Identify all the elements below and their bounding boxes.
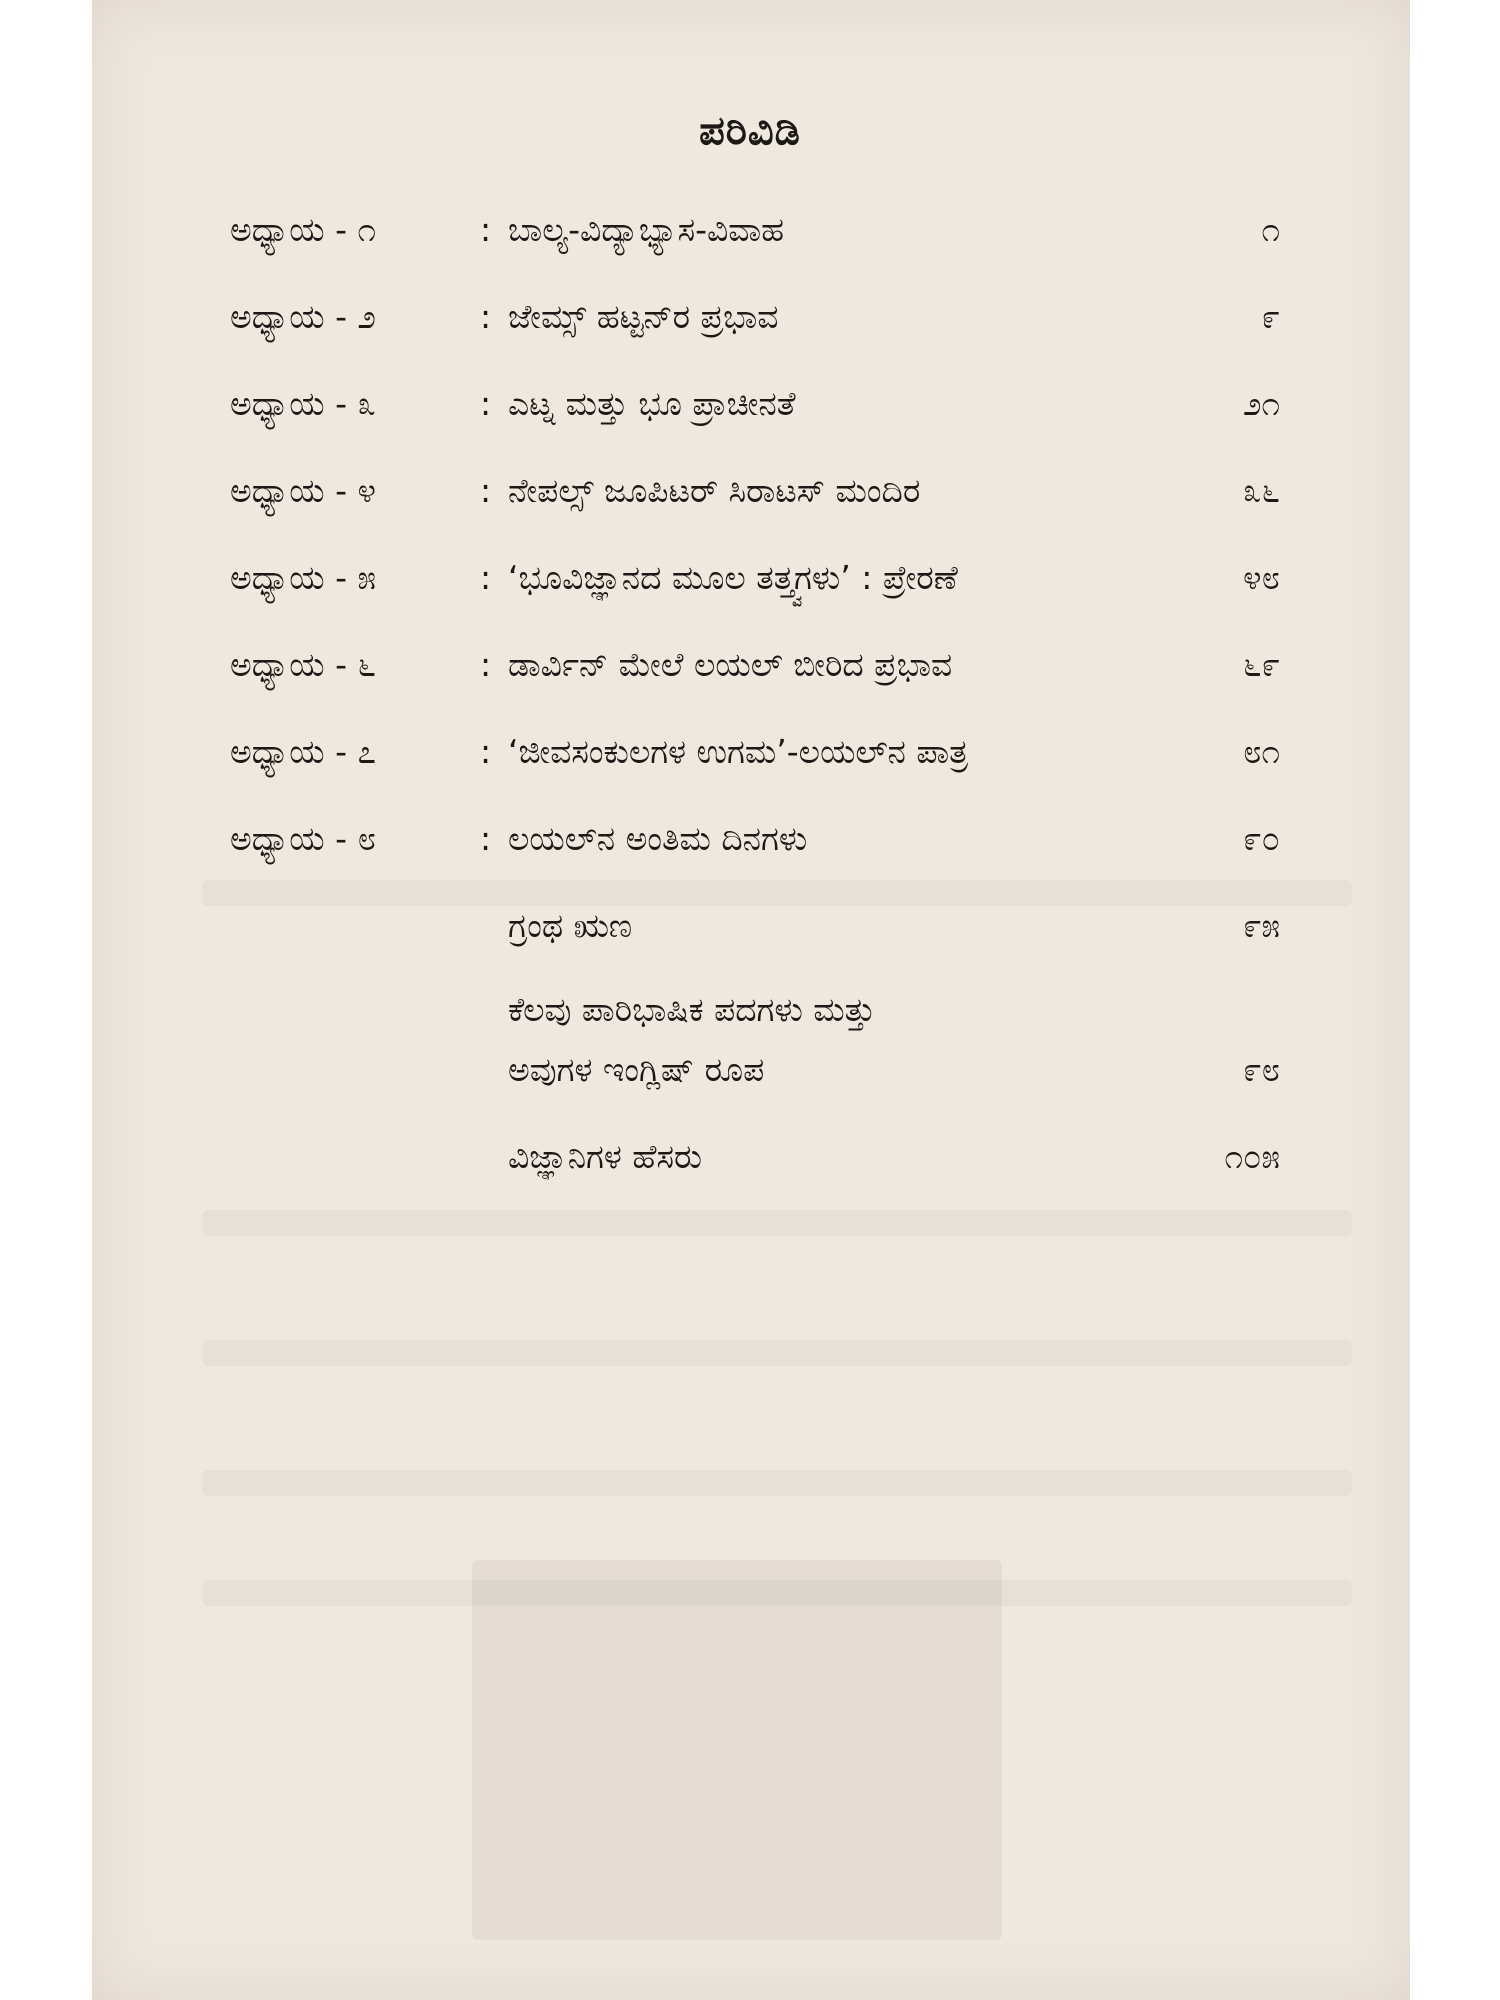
chapter-label: ಅಧ್ಯಾಯ - ೪ (230, 471, 376, 510)
chapter-title: ‘ಭೂವಿಜ್ಞಾನದ ಮೂಲ ತತ್ತ್ವಗಳು’ : ಪ್ರೇರಣೆ (508, 558, 958, 597)
separator: : (480, 819, 492, 858)
page-number: ೯೮ (1243, 1050, 1280, 1089)
page-number: ೪೮ (1243, 558, 1280, 597)
chapter-label: ಅಧ್ಯಾಯ - ೬ (230, 645, 376, 684)
appendix-title: ವಿಜ್ಞಾನಿಗಳ ಹೆಸರು (508, 1137, 702, 1176)
appendix-title: ಕೆಲವು ಪಾರಿಭಾಷಿಕ ಪದಗಳು ಮತ್ತು (508, 990, 876, 1029)
appendix-title: ಗ್ರಂಥ ಋಣ (508, 906, 633, 945)
toc-row (230, 374, 1280, 434)
show-through-text-2 (202, 1210, 1352, 1236)
chapter-title: ನೇಪಲ್ಸ್ ಜೂಪಿಟರ್ ಸಿರಾಟಸ್ ಮಂದಿರ (508, 471, 921, 510)
page-number: ೯ (1261, 297, 1280, 336)
toc-row (230, 1040, 1280, 1100)
chapter-label: ಅಧ್ಯಾಯ - ೭ (230, 732, 376, 771)
separator: : (480, 732, 492, 771)
page-number: ೨೧ (1243, 384, 1280, 423)
show-through-text-4 (202, 1470, 1352, 1496)
show-through-image (472, 1560, 1002, 1940)
toc-row (230, 722, 1280, 782)
page-number: ೯೫ (1243, 906, 1280, 945)
page-title: ಪರಿವಿಡಿ (699, 108, 801, 154)
chapter-title: ಡಾರ್ವಿನ್ ಮೇಲೆ ಲಯಲ್ ಬೀರಿದ ಪ್ರಭಾವ (508, 645, 953, 684)
toc-row (230, 980, 1280, 1040)
toc-row (230, 200, 1280, 260)
toc-row (230, 635, 1280, 695)
page-number: ೩೬ (1243, 471, 1280, 510)
page-number: ೧ (1261, 210, 1280, 249)
appendix-title: ಅವುಗಳ ಇಂಗ್ಲಿಷ್ ರೂಪ (508, 1050, 765, 1089)
page-number: ೮೧ (1243, 732, 1280, 771)
chapter-title: ‘ಜೀವಸಂಕುಲಗಳ ಉಗಮ’-ಲಯಲ್‌ನ ಪಾತ್ರ (508, 732, 968, 771)
separator: : (480, 210, 492, 249)
page-number: ೬೯ (1243, 645, 1280, 684)
show-through-text-3 (202, 1340, 1352, 1366)
chapter-label: ಅಧ್ಯಾಯ - ೫ (230, 558, 376, 597)
chapter-title: ಬಾಲ್ಯ-ವಿದ್ಯಾಭ್ಯಾಸ-ವಿವಾಹ (508, 210, 785, 249)
separator: : (480, 558, 492, 597)
chapter-label: ಅಧ್ಯಾಯ - ೧ (230, 210, 376, 249)
page-number: ೧೦೫ (1224, 1137, 1280, 1176)
chapter-title: ಲಯಲ್‌ನ ಅಂತಿಮ ದಿನಗಳು (508, 819, 808, 858)
separator: : (480, 297, 492, 336)
separator: : (480, 471, 492, 510)
chapter-label: ಅಧ್ಯಾಯ - ೨ (230, 297, 376, 336)
toc-row (230, 1127, 1280, 1187)
chapter-label: ಅಧ್ಯಾಯ - ೮ (230, 819, 376, 858)
toc-row (230, 461, 1280, 521)
separator: : (480, 384, 492, 423)
chapter-title: ಜೇಮ್ಸ್ ಹಟ್ಟನ್‌ರ ಪ್ರಭಾವ (508, 297, 779, 336)
chapter-title: ಎಟ್ನ ಮತ್ತು ಭೂ ಪ್ರಾಚೀನತೆ (508, 384, 796, 423)
toc-row (230, 287, 1280, 347)
toc-row (230, 548, 1280, 608)
separator: : (480, 645, 492, 684)
chapter-label: ಅಧ್ಯಾಯ - ೩ (230, 384, 376, 423)
page-number: ೯೦ (1243, 819, 1280, 858)
toc-row (230, 809, 1280, 869)
toc-row (230, 896, 1280, 956)
